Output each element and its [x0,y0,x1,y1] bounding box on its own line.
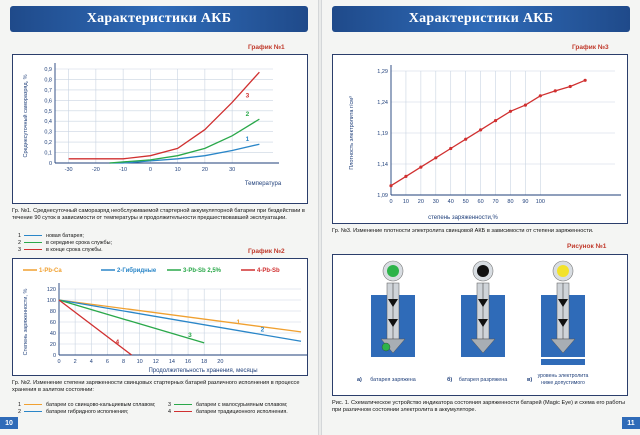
right-page [322,0,640,435]
panel-letter: в) [527,377,533,383]
legend-entry: 1-Pb-Ca [39,268,62,274]
series-annotation: 2 [260,326,265,334]
y-tick-label: 0,3 [44,129,52,136]
graph1-caption: Гр. №1. Среднесуточный саморазряд необслуживаемой стартерной аккумуляторной батареи при бездействии в течение 90 суток в зависимости от температуры и продолжительности предшествовавшей эксплуатации. [12,208,305,221]
panel-letter: а) [357,377,362,383]
data-point [449,147,452,150]
panel-letter: б) [447,377,453,383]
legend-text: новая батарея; [46,232,84,239]
data-point [494,119,497,122]
data-point [509,110,512,113]
x-tick-label: 60 [477,199,484,205]
y-tick-label: 0,8 [44,77,52,84]
y-tick-label: 0 [48,161,52,167]
graph2-legend-col1 [14,401,155,415]
graph1-label: График №1 [248,44,285,51]
x-tick-label: 12 [152,359,159,365]
graph2-chart [13,259,308,376]
series-annotation: 1 [245,136,250,144]
float-ball [382,343,390,351]
x-axis-label: Температура [244,181,282,187]
legend-num: 2 [18,408,21,415]
graph1-legend-item [14,239,112,246]
y-tick-label: 0,5 [44,108,52,115]
series-annotation: 3 [188,331,192,339]
panel-label: ниже допустимого [541,380,585,386]
page-title-left: Характеристики АКБ [10,6,308,32]
legend-num: 3 [18,246,21,253]
x-tick-label: 30 [432,199,439,205]
x-tick-label: 20 [417,199,424,205]
x-tick-label: 10 [402,199,409,205]
graph2-legend-item [164,401,288,408]
legend-swatch [174,411,192,413]
figure1-frame [332,254,628,396]
graph2-caption: Гр. №2. Изменение степени заряженности свинцовых стартерных батарей различного исполнения в процессе хранения в залитом состоянии: [12,380,300,393]
legend-swatch [24,235,42,237]
y-tick-label: 0 [52,353,56,359]
panel-label: батарея заряжена [370,377,416,383]
y-tick-label: 1,14 [377,162,388,168]
y-tick-label: 0,9 [44,67,52,73]
y-tick-label: 0,2 [44,140,52,147]
x-tick-label: -30 [64,167,73,173]
y-axis-label: Плотность электролита г/см³ [349,96,355,170]
graph1-legend [14,232,112,253]
legend-entry: 2-Гибридные [117,268,157,274]
legend-text: в конце срока службы. [46,246,103,253]
x-tick-label: 0 [57,359,61,365]
x-tick-label: 14 [168,359,175,365]
graph1-legend-item [14,232,112,239]
left-page [0,0,318,435]
data-point [464,138,467,141]
page-title-right: Характеристики АКБ [332,6,630,32]
legend-num: 4 [168,408,171,415]
legend-num: 1 [18,401,21,408]
x-tick-label: 90 [522,199,529,205]
indicator-dot [387,265,399,277]
indicator-dot [557,265,569,277]
y-tick-label: 1,09 [377,193,388,199]
x-tick-label: 50 [462,199,469,205]
legend-text: в середине срока службы; [46,239,112,246]
series-annotation: 2 [245,111,250,119]
y-tick-label: 20 [49,342,56,348]
x-tick-label: 2 [73,359,77,365]
graph2-label: График №2 [248,248,285,255]
legend-swatch [24,404,42,406]
legend-num: 1 [18,232,21,239]
legend-swatch [24,249,42,251]
series-line [69,72,260,159]
x-tick-label: 80 [507,199,514,205]
graph3-caption: Гр. №3. Изменение плотности электролита свинцовой АКБ в зависимости от степени заряженности. [332,228,594,234]
y-tick-label: 100 [46,298,56,304]
page-number-left: 10 [0,417,18,429]
panel-label: батарея разряжена [458,377,508,383]
x-tick-label: 100 [535,199,545,205]
legend-entry: 4-Pb-Sb [257,268,280,274]
legend-text: батареи гибридного исполнения; [46,408,129,415]
x-tick-label: -20 [91,167,100,173]
graph2-frame [12,258,308,376]
legend-entry: 3-Pb-Sb 2,5% [183,268,222,274]
figure1-caption: Рис. 1. Схематическое устройство индикатора состояния заряженности батарей (Magic Eye) и схема его работы при различном состоянии электролита в аккумуляторе. [332,400,626,413]
x-tick-label: 20 [201,167,208,173]
y-tick-label: 1,19 [377,131,388,137]
graph3-label: График №3 [572,44,609,51]
graph3-frame [332,54,628,224]
data-point [584,79,587,82]
data-point [539,94,542,97]
series-line [110,119,260,163]
x-tick-label: 20 [217,359,224,365]
legend-num: 3 [168,401,171,408]
data-point [419,166,422,169]
panel-label: уровень электролита [537,373,589,379]
indicator-dot [477,265,489,277]
graph2-legend-item [14,408,155,415]
graph2-legend-item [164,408,288,415]
x-tick-label: 40 [447,199,454,205]
x-tick-label: 18 [201,359,208,365]
graph1-legend-item [14,246,112,253]
x-axis-label: Продолжительность хранения, месяцы [148,368,258,374]
x-tick-label: 16 [185,359,192,365]
x-tick-label: 10 [136,359,143,365]
series-annotation: 4 [115,339,120,346]
legend-num: 2 [18,239,21,246]
page-number-right: 11 [622,417,640,429]
graph2-legend-col2 [164,401,288,415]
y-tick-label: 40 [49,331,56,337]
y-tick-label: 1,29 [377,69,388,75]
y-tick-label: 1,24 [377,100,388,106]
data-point [569,85,572,88]
data-point [524,104,527,107]
series-line [59,300,301,341]
data-point [389,184,392,187]
graph1-chart [13,55,308,204]
x-tick-label: 4 [89,359,93,365]
x-tick-label: 30 [229,167,236,173]
graph1-frame [12,54,308,204]
y-tick-label: 0,6 [44,98,52,105]
data-point [404,175,407,178]
y-tick-label: 0,1 [44,150,52,157]
x-axis-label: степень заряженности,% [428,215,498,221]
data-point [479,128,482,131]
x-tick-label: 6 [105,359,109,365]
series-annotation: 1 [236,319,241,327]
x-tick-label: 10 [174,167,181,173]
x-tick-label: -10 [119,167,128,173]
x-tick-label: 70 [492,199,499,205]
y-tick-label: 80 [49,309,56,315]
y-tick-label: 0,7 [44,87,52,94]
y-tick-label: 60 [49,320,56,326]
x-tick-label: 8 [122,359,126,365]
y-axis-label: Степень заряженности, % [23,288,29,356]
legend-swatch [174,404,192,406]
series-annotation: 3 [245,92,250,100]
x-tick-label: 0 [148,167,152,173]
graph3-chart [333,55,628,224]
figure1-illustration [333,255,628,396]
x-tick-label: 0 [389,199,393,205]
y-tick-label: 0,4 [44,119,52,126]
y-axis-label: Среднесуточный саморазряд, % [23,74,29,158]
legend-swatch [24,242,42,244]
data-point [554,89,557,92]
legend-text: батареи со свинцово-кальциевым сплавом; [46,401,156,408]
legend-swatch [24,411,42,413]
figure1-label: Рисунок №1 [567,243,607,250]
data-point [434,156,437,159]
legend-text: батареи традиционного исполнения. [196,408,288,415]
y-tick-label: 120 [46,287,56,293]
graph2-legend-item [14,401,155,408]
legend-text: батареи с малосурьмяным сплавом; [196,401,288,408]
electrolyte-level [541,359,585,365]
